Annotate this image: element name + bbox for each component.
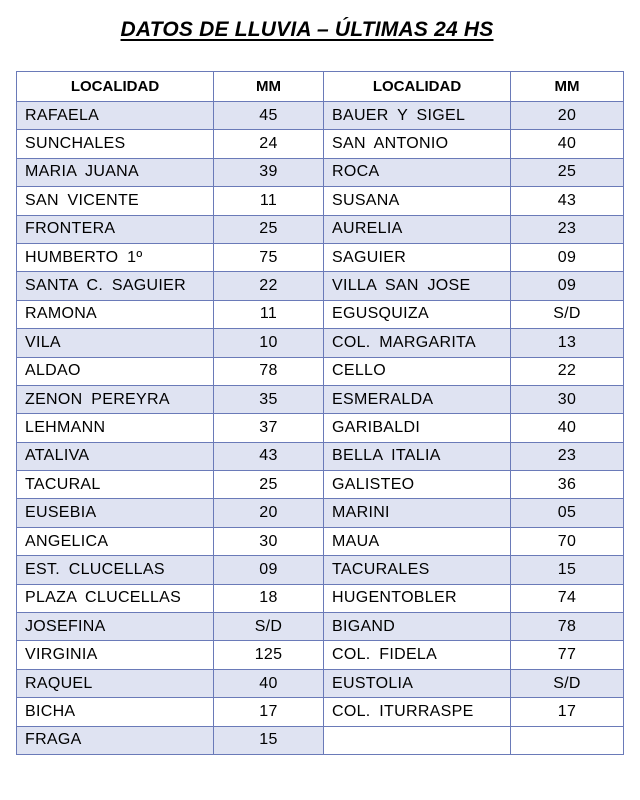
cell-locality-left: SANTA C. SAGUIER bbox=[17, 272, 214, 300]
cell-mm-left: 30 bbox=[214, 527, 324, 555]
cell-mm-left: 39 bbox=[214, 158, 324, 186]
cell-mm-left: 75 bbox=[214, 243, 324, 271]
header-mm-left: MM bbox=[214, 72, 324, 102]
cell-locality-right: BELLA ITALIA bbox=[324, 442, 511, 470]
cell-locality-left: RAFAELA bbox=[17, 102, 214, 130]
cell-locality-right: COL. MARGARITA bbox=[324, 329, 511, 357]
cell-mm-left: S/D bbox=[214, 613, 324, 641]
cell-mm-right: 43 bbox=[511, 187, 624, 215]
cell-mm-left: 17 bbox=[214, 698, 324, 726]
cell-locality-left: HUMBERTO 1º bbox=[17, 243, 214, 271]
cell-locality-right: ROCA bbox=[324, 158, 511, 186]
cell-locality-left: EUSEBIA bbox=[17, 499, 214, 527]
cell-locality-left: BICHA bbox=[17, 698, 214, 726]
cell-locality-left: ANGELICA bbox=[17, 527, 214, 555]
cell-locality-right: AURELIA bbox=[324, 215, 511, 243]
rainfall-table-body bbox=[17, 102, 624, 755]
cell-locality-left: VILA bbox=[17, 329, 214, 357]
cell-mm-right: 40 bbox=[511, 130, 624, 158]
cell-mm-left: 45 bbox=[214, 102, 324, 130]
cell-locality-right: CELLO bbox=[324, 357, 511, 385]
cell-mm-left: 10 bbox=[214, 329, 324, 357]
cell-mm-left: 35 bbox=[214, 385, 324, 413]
cell-locality-left: ALDAO bbox=[17, 357, 214, 385]
table-row bbox=[17, 385, 624, 413]
cell-mm-left: 09 bbox=[214, 556, 324, 584]
cell-mm-right: 23 bbox=[511, 442, 624, 470]
table-row bbox=[17, 243, 624, 271]
cell-locality-right: SAGUIER bbox=[324, 243, 511, 271]
table-row bbox=[17, 187, 624, 215]
cell-locality-right: EGUSQUIZA bbox=[324, 300, 511, 328]
cell-locality-right: COL. ITURRASPE bbox=[324, 698, 511, 726]
cell-locality-right bbox=[324, 726, 511, 754]
cell-mm-right: 05 bbox=[511, 499, 624, 527]
cell-mm-right: 23 bbox=[511, 215, 624, 243]
cell-locality-right: GARIBALDI bbox=[324, 414, 511, 442]
cell-mm-left: 24 bbox=[214, 130, 324, 158]
cell-locality-left: FRONTERA bbox=[17, 215, 214, 243]
cell-locality-left: MARIA JUANA bbox=[17, 158, 214, 186]
cell-locality-right: VILLA SAN JOSE bbox=[324, 272, 511, 300]
table-row bbox=[17, 527, 624, 555]
table-row bbox=[17, 272, 624, 300]
table-row bbox=[17, 641, 624, 669]
cell-mm-right: S/D bbox=[511, 300, 624, 328]
table-row bbox=[17, 158, 624, 186]
table-row bbox=[17, 556, 624, 584]
cell-locality-left: SUNCHALES bbox=[17, 130, 214, 158]
cell-locality-right: EUSTOLIA bbox=[324, 669, 511, 697]
cell-mm-left: 11 bbox=[214, 187, 324, 215]
cell-mm-right: 17 bbox=[511, 698, 624, 726]
cell-locality-left: SAN VICENTE bbox=[17, 187, 214, 215]
cell-mm-left: 25 bbox=[214, 471, 324, 499]
cell-mm-right: 20 bbox=[511, 102, 624, 130]
table-row bbox=[17, 329, 624, 357]
table-row bbox=[17, 102, 624, 130]
header-localidad-left: LOCALIDAD bbox=[17, 72, 214, 102]
cell-mm-right: 36 bbox=[511, 471, 624, 499]
cell-mm-left: 25 bbox=[214, 215, 324, 243]
cell-locality-left: ATALIVA bbox=[17, 442, 214, 470]
cell-locality-right: BAUER Y SIGEL bbox=[324, 102, 511, 130]
cell-locality-left: FRAGA bbox=[17, 726, 214, 754]
cell-mm-right: 40 bbox=[511, 414, 624, 442]
table-row bbox=[17, 414, 624, 442]
cell-locality-right: TACURALES bbox=[324, 556, 511, 584]
cell-locality-right: ESMERALDA bbox=[324, 385, 511, 413]
cell-locality-right: SAN ANTONIO bbox=[324, 130, 511, 158]
header-mm-right: MM bbox=[511, 72, 624, 102]
cell-mm-left: 37 bbox=[214, 414, 324, 442]
cell-mm-left: 78 bbox=[214, 357, 324, 385]
cell-locality-left: EST. CLUCELLAS bbox=[17, 556, 214, 584]
cell-locality-left: JOSEFINA bbox=[17, 613, 214, 641]
rainfall-table bbox=[16, 71, 624, 755]
cell-locality-left: ZENON PEREYRA bbox=[17, 385, 214, 413]
cell-mm-right: 22 bbox=[511, 357, 624, 385]
cell-locality-left: PLAZA CLUCELLAS bbox=[17, 584, 214, 612]
table-row bbox=[17, 698, 624, 726]
table-row bbox=[17, 471, 624, 499]
cell-locality-right: MARINI bbox=[324, 499, 511, 527]
table-row bbox=[17, 669, 624, 697]
cell-mm-right: 13 bbox=[511, 329, 624, 357]
cell-mm-right: 74 bbox=[511, 584, 624, 612]
cell-locality-right: GALISTEO bbox=[324, 471, 511, 499]
table-row bbox=[17, 442, 624, 470]
header-localidad-right: LOCALIDAD bbox=[324, 72, 511, 102]
cell-mm-left: 22 bbox=[214, 272, 324, 300]
table-row bbox=[17, 357, 624, 385]
cell-locality-left: RAQUEL bbox=[17, 669, 214, 697]
cell-mm-right: 15 bbox=[511, 556, 624, 584]
cell-mm-right: 78 bbox=[511, 613, 624, 641]
table-row bbox=[17, 215, 624, 243]
table-row bbox=[17, 584, 624, 612]
cell-mm-left: 43 bbox=[214, 442, 324, 470]
cell-locality-right: COL. FIDELA bbox=[324, 641, 511, 669]
cell-mm-left: 20 bbox=[214, 499, 324, 527]
cell-mm-right: 09 bbox=[511, 243, 624, 271]
cell-locality-left: LEHMANN bbox=[17, 414, 214, 442]
page-title: DATOS DE LLUVIA – ÚLTIMAS 24 HS bbox=[120, 18, 494, 41]
cell-locality-right: BIGAND bbox=[324, 613, 511, 641]
table-row bbox=[17, 613, 624, 641]
cell-mm-right: 30 bbox=[511, 385, 624, 413]
cell-mm-left: 18 bbox=[214, 584, 324, 612]
cell-locality-left: TACURAL bbox=[17, 471, 214, 499]
cell-locality-left: RAMONA bbox=[17, 300, 214, 328]
cell-mm-right: 09 bbox=[511, 272, 624, 300]
cell-locality-left: VIRGINIA bbox=[17, 641, 214, 669]
cell-mm-left: 40 bbox=[214, 669, 324, 697]
table-row bbox=[17, 130, 624, 158]
table-row bbox=[17, 300, 624, 328]
table-row bbox=[17, 726, 624, 754]
cell-mm-left: 125 bbox=[214, 641, 324, 669]
cell-locality-right: MAUA bbox=[324, 527, 511, 555]
cell-mm-right: S/D bbox=[511, 669, 624, 697]
cell-mm-left: 11 bbox=[214, 300, 324, 328]
cell-locality-right: SUSANA bbox=[324, 187, 511, 215]
cell-mm-right: 25 bbox=[511, 158, 624, 186]
cell-mm-right bbox=[511, 726, 624, 754]
cell-mm-left: 15 bbox=[214, 726, 324, 754]
cell-mm-right: 70 bbox=[511, 527, 624, 555]
cell-locality-right: HUGENTOBLER bbox=[324, 584, 511, 612]
table-header-row bbox=[17, 72, 624, 102]
cell-mm-right: 77 bbox=[511, 641, 624, 669]
table-row bbox=[17, 499, 624, 527]
